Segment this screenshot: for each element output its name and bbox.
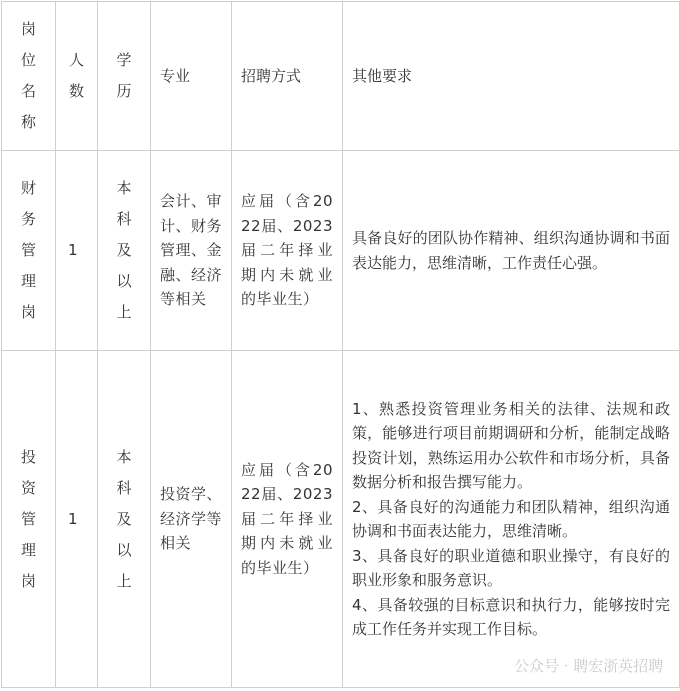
header-position: 岗位名称 (2, 2, 56, 151)
header-count: 人数 (56, 2, 98, 151)
major-cell: 会计、审计、财务管理、金融、经济等相关 (151, 151, 232, 351)
method-cell: 应届（含2022届、2023届二年择业期内未就业的毕业生） (232, 351, 343, 688)
position-cell: 投资管理岗 (2, 351, 56, 688)
education-cell: 本科及以上 (98, 151, 151, 351)
table-header-row (2, 2, 680, 151)
count-cell: 1 (56, 351, 98, 688)
position-cell: 财务管理岗 (2, 151, 56, 351)
watermark: 公众号 · 聘宏浙英招聘 (514, 657, 664, 675)
requirement-item: 具备良好的团队协作精神、组织沟通协调和书面表达能力，思维清晰，工作责任心强。 (352, 229, 670, 272)
table-row (2, 351, 680, 688)
requirement-item: 1、熟悉投资管理业务相关的法律、法规和政策，能够进行项目前期调研和分析，能制定战略投资计划，熟练运用办公软件和市场分析，具备数据分析和报告撰写能力。 (352, 399, 670, 491)
header-method: 招聘方式 (232, 2, 343, 151)
method-cell: 应届（含2022届、2023届二年择业期内未就业的毕业生） (232, 151, 343, 351)
requirement-item: 3、具备良好的职业道德和职业操守，有良好的职业形象和服务意识。 (352, 546, 670, 589)
education-cell: 本科及以上 (98, 351, 151, 688)
requirements-cell (343, 151, 680, 351)
requirement-item: 2、具备良好的沟通能力和团队精神，组织沟通协调和书面表达能力，思维清晰。 (352, 497, 670, 540)
header-education: 学历 (98, 2, 151, 151)
job-table (1, 1, 680, 688)
header-other: 其他要求 (343, 2, 680, 151)
count-cell: 1 (56, 151, 98, 351)
requirements-cell (343, 351, 680, 688)
requirement-item: 4、具备较强的目标意识和执行力，能够按时完成工作任务并实现工作目标。 (352, 595, 670, 638)
table-row (2, 151, 680, 351)
major-cell: 投资学、经济学等相关 (151, 351, 232, 688)
header-major: 专业 (151, 2, 232, 151)
